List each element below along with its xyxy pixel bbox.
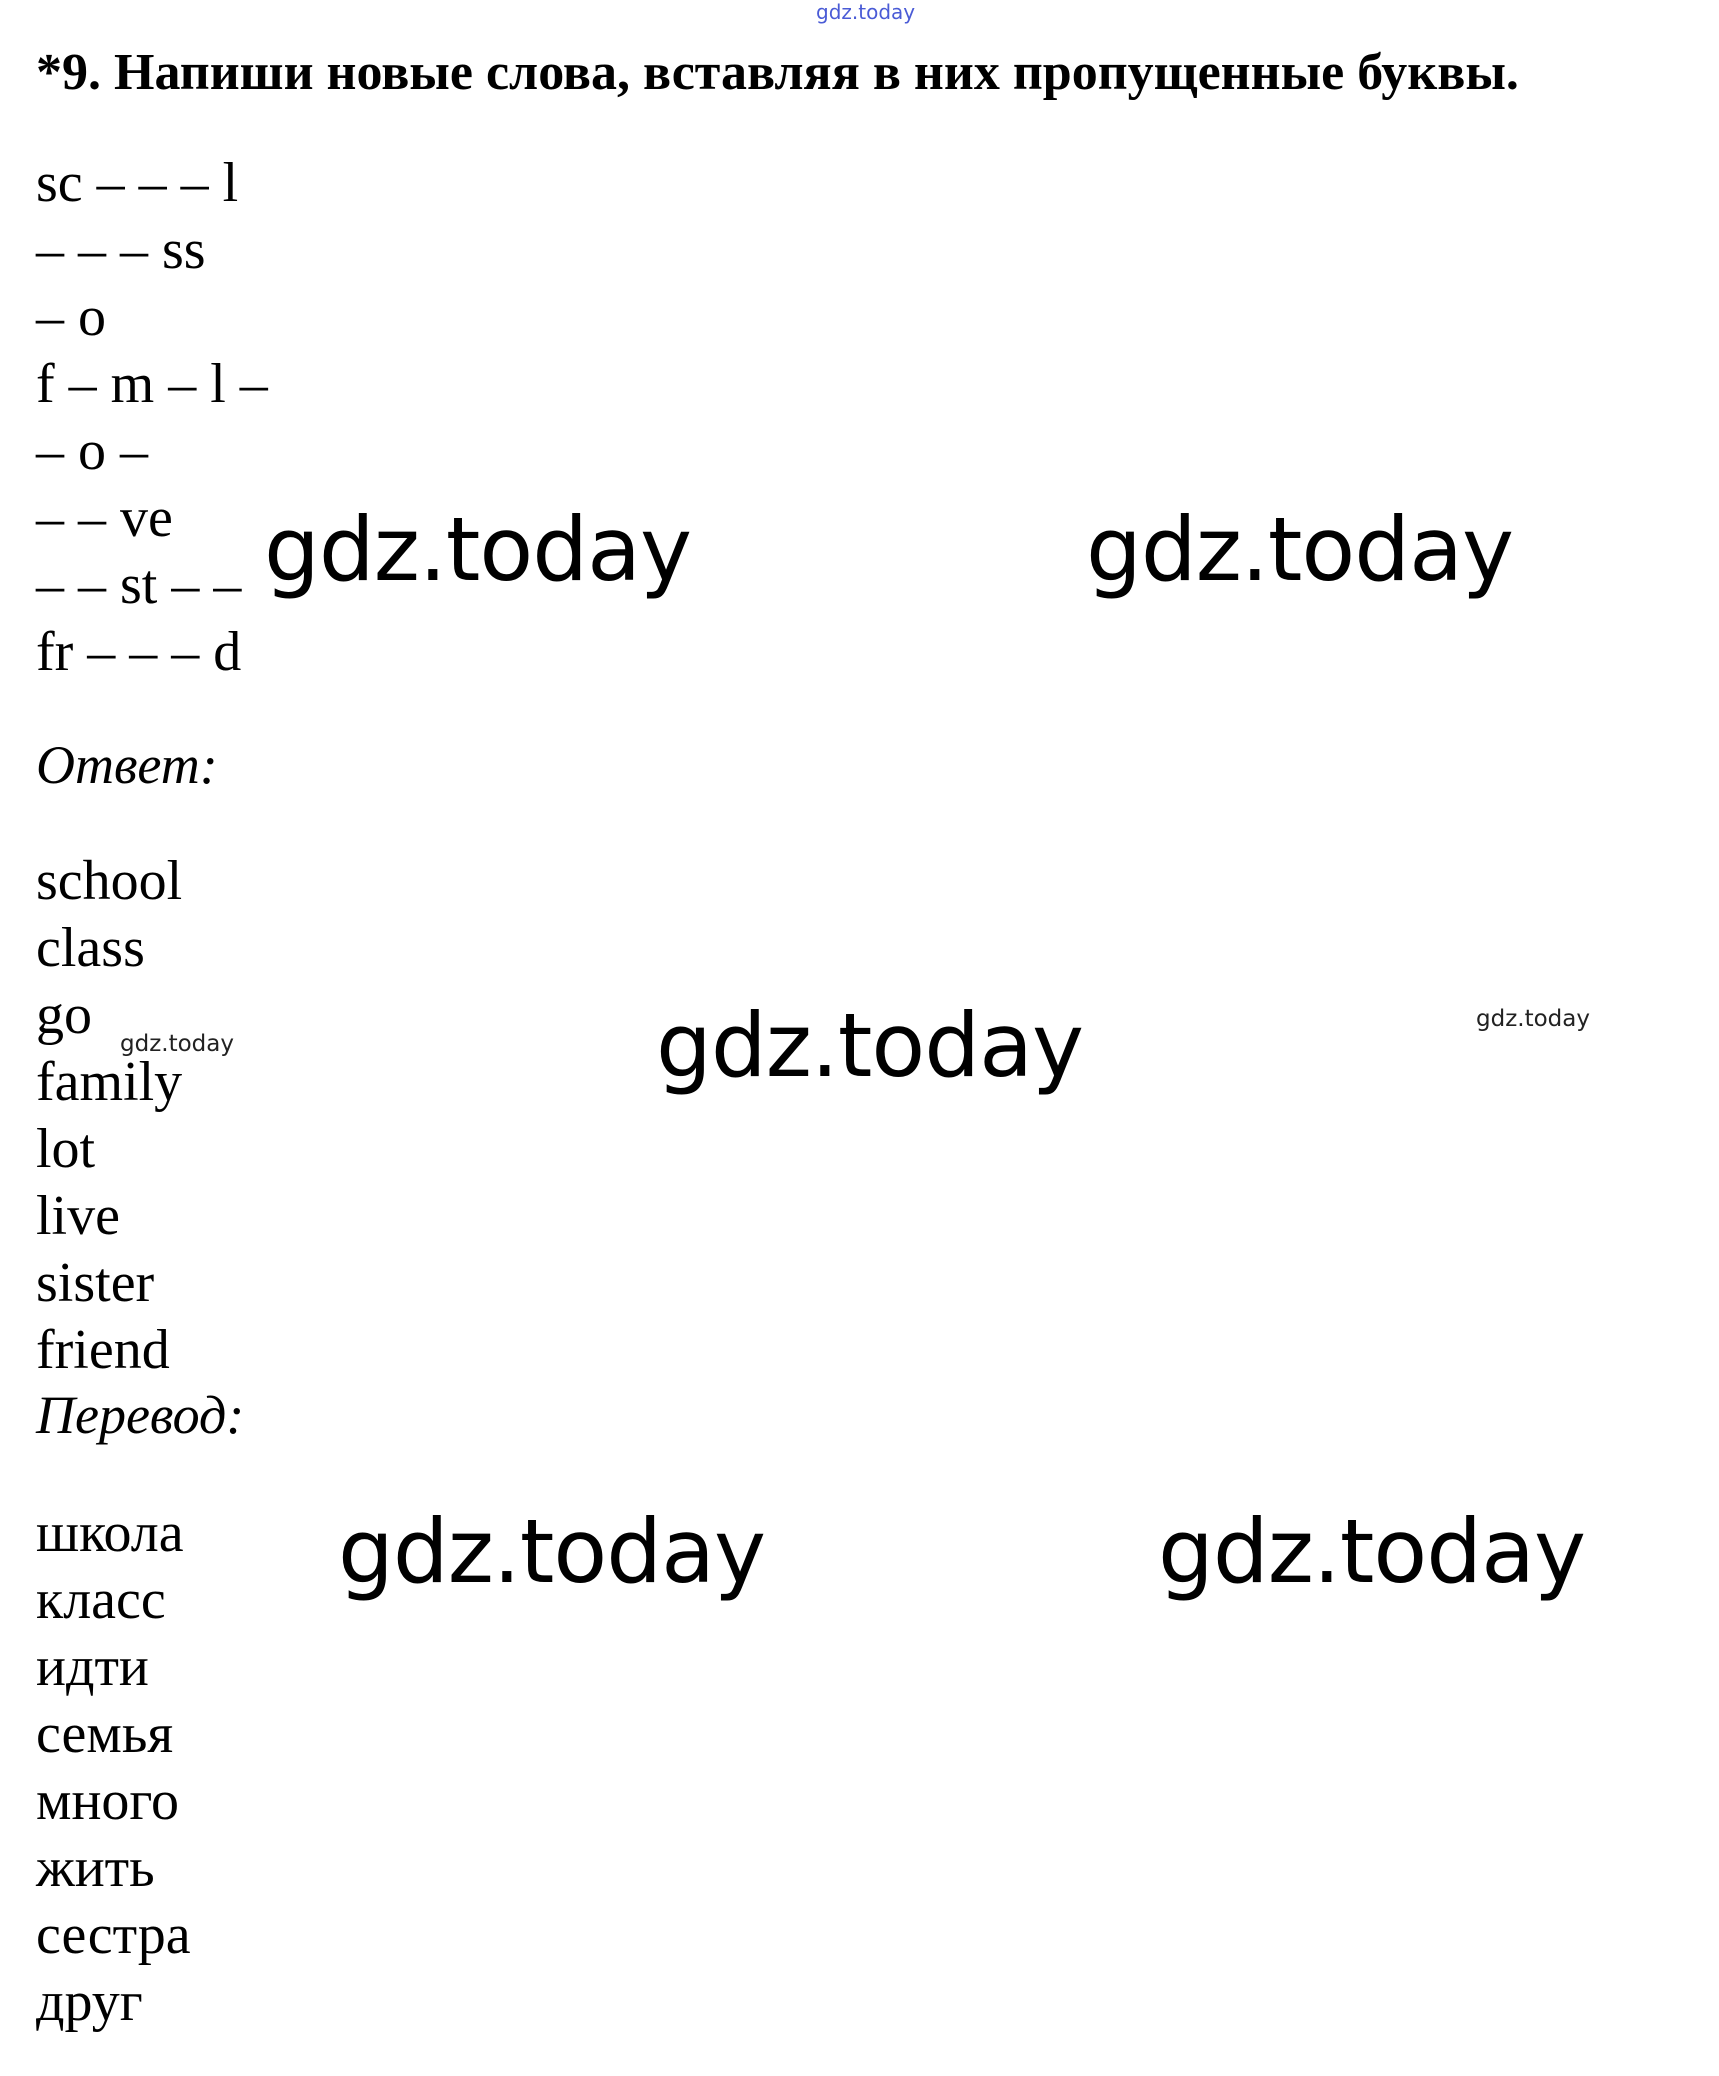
watermark: gdz.today: [264, 498, 692, 601]
puzzle-word: – – ve: [36, 487, 173, 549]
puzzle-list: [36, 150, 268, 686]
answer-word: live: [36, 1185, 120, 1247]
answer-word: family: [36, 1051, 183, 1113]
puzzle-word: – o: [36, 286, 106, 348]
top-watermark: gdz.today: [816, 0, 916, 24]
translation-word: много: [36, 1770, 179, 1832]
translation-word: сестра: [36, 1904, 191, 1966]
answer-word: school: [36, 850, 183, 912]
watermark: gdz.today: [1086, 498, 1514, 601]
watermark: gdz.today: [1476, 1006, 1590, 1032]
watermark: gdz.today: [1158, 1500, 1586, 1603]
puzzle-word: f – m – l –: [36, 353, 268, 415]
answer-word: sister: [36, 1252, 155, 1314]
translation-label: Перевод:: [36, 1385, 245, 1445]
answer-list: [36, 848, 182, 1384]
translation-list: [36, 1500, 191, 2036]
answer-word: lot: [36, 1118, 96, 1180]
watermark: gdz.today: [656, 994, 1084, 1097]
watermark: gdz.today: [338, 1500, 766, 1603]
answer-word: class: [36, 917, 145, 979]
translation-word: друг: [36, 1971, 143, 2033]
translation-word: жить: [36, 1837, 155, 1899]
exercise-title: *9. Напиши новые слова, вставляя в них пропущенные буквы.: [36, 44, 1519, 101]
puzzle-word: fr – – – d: [36, 621, 242, 683]
answer-word: go: [36, 984, 92, 1046]
answer-label: Ответ:: [36, 735, 218, 795]
translation-word: идти: [36, 1636, 149, 1698]
puzzle-word: – o –: [36, 420, 148, 482]
translation-word: класс: [36, 1569, 166, 1631]
puzzle-word: – – st – –: [36, 554, 242, 616]
translation-word: семья: [36, 1703, 174, 1765]
translation-word: школа: [36, 1502, 184, 1564]
watermark: gdz.today: [120, 1031, 234, 1057]
puzzle-word: sc – – – l: [36, 152, 239, 214]
answer-word: friend: [36, 1319, 170, 1381]
puzzle-word: – – – ss: [36, 219, 206, 281]
